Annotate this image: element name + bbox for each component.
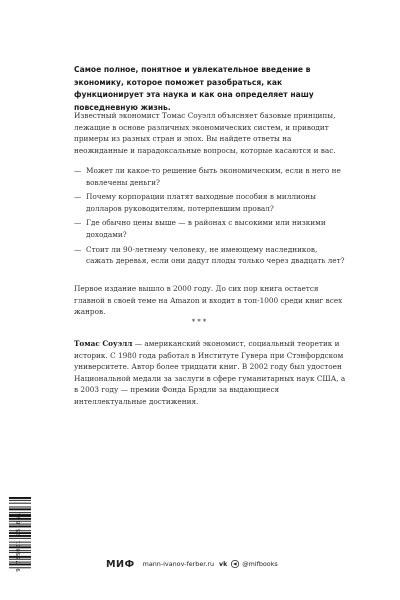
lead-paragraph: Самое полное, понятное и увлекательное введение в экономику, которое поможет разобраться, как функционирует эта наука и как она определяет нашу повседневную жизнь. xyxy=(74,65,314,112)
first-edition-paragraph: Первое издание вышло в 2000 году. До сих пор книга остается главной в своей теме на Amazon и входит в топ-1000 среди книг всех жанров. xyxy=(74,284,343,317)
telegram-icon[interactable] xyxy=(231,560,239,568)
author-bio-text: — американский экономист, социальный теоретик и историк. С 1980 года работал в Институте Гувера при Стэнфордском университете. Автор более тридцати книг. В 2002 году был удостоен Национальной медали за заслуги в сфере гуманитарных наук США, а в 2003 году — премии Фонда Брэдли за выдающиеся интеллектуальные достижения. xyxy=(74,339,346,406)
section-separator: *** xyxy=(191,318,209,326)
intro-paragraph: Известный экономист Томас Соуэлл объясняет базовые принципы, лежащие в основе различных экономических систем, и приводит примеры из разных стран и эпох. Вы найдете ответы на неожиданные и парадоксальные вопросы, которые касаются и вас. xyxy=(74,111,336,155)
question-text: Может ли какое-то решение быть экономическим, если в него не вовлечены деньги? xyxy=(86,166,341,187)
social-handle[interactable]: @mifbooks xyxy=(242,560,278,568)
isbn-digits: 9 785001 951661 xyxy=(16,512,22,572)
publisher-website[interactable]: mann-ivanov-ferber.ru xyxy=(142,560,215,568)
question-text: Где обычно цены выше — в районах с высокими или низкими доходами? xyxy=(86,218,326,239)
publisher-logo: МИФ xyxy=(106,558,135,570)
author-name: Томас Соуэлл xyxy=(74,339,133,348)
dash: — xyxy=(74,218,82,228)
list-item xyxy=(74,217,346,240)
list-item xyxy=(74,244,346,267)
list-item xyxy=(74,165,346,188)
dash: — xyxy=(74,192,82,202)
vk-icon[interactable]: vk xyxy=(219,560,228,568)
dash: — xyxy=(74,244,82,254)
question-text: Стоит ли 90-летнему человеку, не имеющему наследников, сажать деревья, если они дадут плоды только через двадцать лет? xyxy=(86,244,345,266)
question-list xyxy=(74,165,346,270)
author-bio xyxy=(74,338,346,408)
question-text: Почему корпорации платят выходные пособия в миллионы долларов руководителям, потерпевшим провал? xyxy=(86,192,316,213)
dash: — xyxy=(74,166,82,175)
list-item xyxy=(74,191,346,214)
publisher-footer xyxy=(106,557,346,571)
